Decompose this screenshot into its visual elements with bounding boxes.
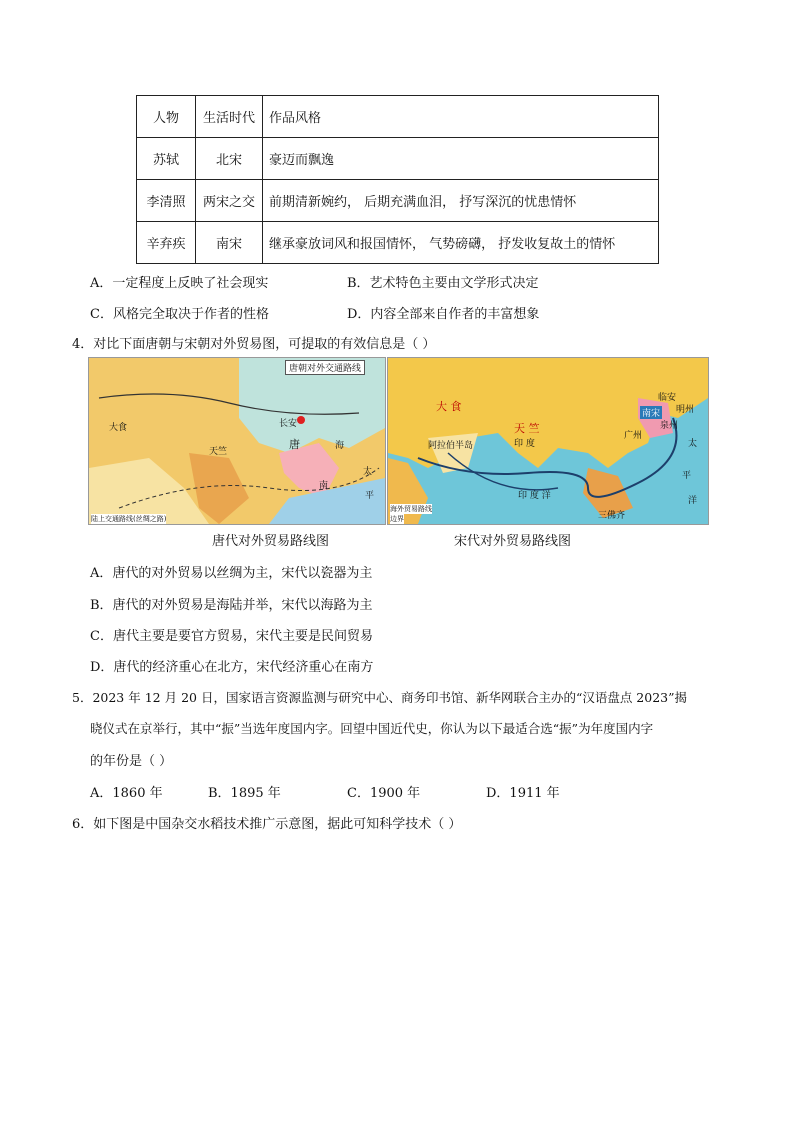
q5-option-a[interactable]: A．1860 年 — [90, 786, 163, 801]
song-label: 天 竺 — [514, 422, 540, 435]
song-map-legend: 边界 — [390, 515, 404, 523]
q5-stem-line3: 的年份是（ ） — [90, 754, 173, 769]
q3-option-c[interactable]: C．风格完全取决于作者的性格 — [90, 307, 269, 322]
tang-label: 南 — [319, 481, 329, 491]
q5-stem-line1: 5．2023 年 12 月 20 日，国家语言资源监测与研究中心、商务印书馆、新华网联合主办的“汉语盘点 2023”揭 — [72, 690, 688, 705]
tang-label: 长安 — [279, 419, 298, 429]
song-map-legend: 海外贸易路线 — [390, 505, 432, 513]
q5-option-b[interactable]: B．1895 年 — [208, 786, 281, 801]
table-header-cell: 人物 — [137, 96, 196, 138]
song-label: 泉州 — [660, 421, 679, 431]
q4-option-a[interactable]: A．唐代的对外贸易以丝绸为主，宋代以瓷器为主 — [90, 566, 373, 581]
q5-option-d[interactable]: D．1911 年 — [486, 786, 560, 801]
q5-option-c[interactable]: C．1900 年 — [347, 786, 421, 801]
table-row — [137, 138, 659, 180]
song-label: 广州 — [624, 431, 643, 441]
song-label: 平 — [682, 471, 692, 481]
table-cell: 南宋 — [196, 222, 263, 264]
song-label: 三佛齐 — [598, 511, 626, 521]
song-label: 大 食 — [436, 400, 462, 413]
q3-option-d[interactable]: D．内容全部来自作者的丰富想象 — [347, 307, 540, 322]
q4-stem: 4．对比下面唐朝与宋朝对外贸易图，可提取的有效信息是（ ） — [72, 337, 436, 352]
table-header-row — [137, 96, 659, 138]
tang-label: 海 — [335, 441, 345, 451]
q5-stem-line2: 晓仪式在京举行，其中“振”当选年度国内字。回望中国近代史，你认为以下最适合选“振”为年度国内字 — [90, 721, 654, 736]
table-header-cell: 生活时代 — [196, 96, 263, 138]
table-cell: 前期清新婉约， 后期充满血泪， 抒写深沉的忧患情怀 — [263, 180, 659, 222]
table-cell: 苏轼 — [137, 138, 196, 180]
song-label: 太 — [688, 439, 698, 449]
tang-label: 天竺 — [209, 447, 228, 457]
q4-option-c[interactable]: C．唐代主要是要官方贸易，宋代主要是民间贸易 — [90, 629, 373, 644]
table-cell: 继承豪放词风和报国情怀， 气势磅礴， 抒发收复故土的情怀 — [263, 222, 659, 264]
q3-option-a[interactable]: A．一定程度上反映了社会现实 — [90, 276, 269, 291]
table-cell: 辛弃疾 — [137, 222, 196, 264]
q4-option-d[interactable]: D．唐代的经济重心在北方，宋代经济重心在南方 — [90, 660, 374, 675]
song-label: 明州 — [676, 405, 695, 415]
tang-map-title: 唐朝对外交通路线 — [285, 360, 365, 375]
tang-map-caption: 唐代对外贸易路线图 — [212, 534, 330, 549]
song-label: 临安 — [658, 393, 677, 403]
author-style-table — [136, 95, 659, 264]
q6-stem: 6．如下图是中国杂交水稻技术推广示意图，据此可知科学技术（ ） — [72, 817, 462, 832]
song-label: 阿拉伯半岛 — [428, 441, 474, 451]
song-map-caption: 宋代对外贸易路线图 — [454, 534, 572, 549]
table-cell: 李清照 — [137, 180, 196, 222]
tang-trade-map — [88, 357, 386, 525]
tang-map-legend: 陆上交通路线(丝绸之路) — [91, 515, 167, 523]
song-label: 印 度 洋 — [518, 491, 551, 501]
song-label: 南宋 — [640, 406, 662, 419]
tang-label: 大食 — [109, 423, 128, 433]
q3-option-b[interactable]: B．艺术特色主要由文学形式决定 — [347, 276, 539, 291]
tang-label: 唐 — [289, 438, 300, 451]
table-row — [137, 180, 659, 222]
table-cell: 两宋之交 — [196, 180, 263, 222]
table-row — [137, 222, 659, 264]
table-cell: 北宋 — [196, 138, 263, 180]
song-trade-map — [387, 357, 709, 525]
table-header-cell: 作品风格 — [263, 96, 659, 138]
q4-option-b[interactable]: B．唐代的对外贸易是海陆并举，宋代以海路为主 — [90, 598, 373, 613]
tang-label: 平 — [365, 491, 375, 501]
table-cell: 豪迈而飘逸 — [263, 138, 659, 180]
song-label: 洋 — [688, 496, 698, 506]
song-label: 印 度 — [514, 439, 535, 449]
tang-label: 太 — [363, 467, 373, 477]
